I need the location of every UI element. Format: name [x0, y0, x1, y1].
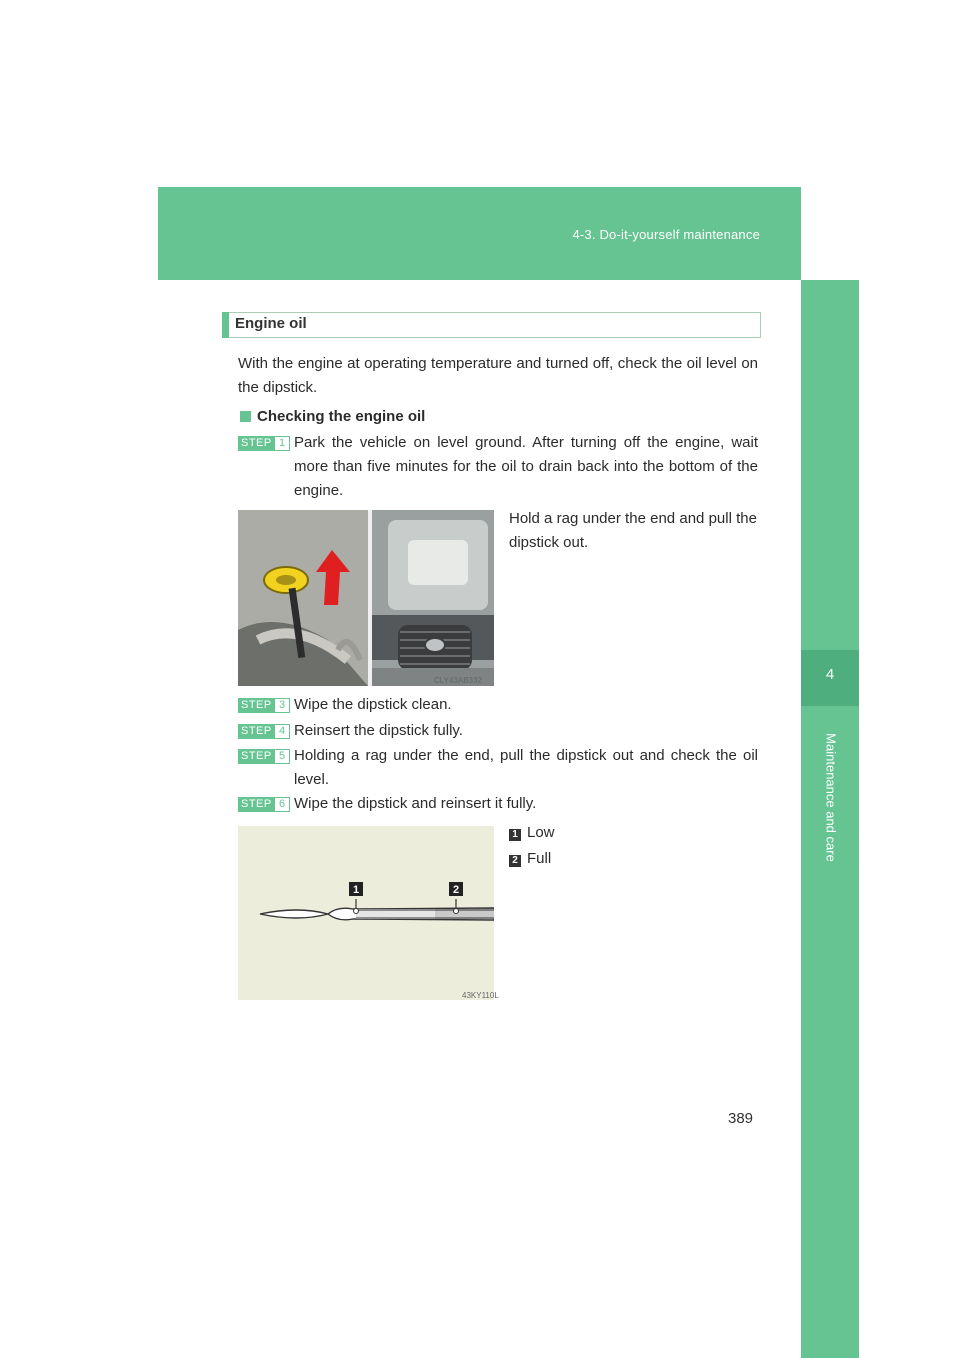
engine-bay-illustration — [238, 510, 494, 686]
step-word: STEP — [241, 699, 272, 711]
step-number: 1 — [275, 437, 289, 450]
figure-code-2: 43KY110L — [462, 991, 499, 1000]
step-text-5: Holding a rag under the end, pull the dipstick out and check the oil level. — [294, 747, 758, 788]
legend-number: 1 — [509, 829, 521, 841]
square-bullet-icon — [240, 411, 251, 422]
step-badge-3 — [238, 698, 290, 713]
legend-item-low — [509, 824, 555, 841]
page-number: 389 — [728, 1110, 754, 1127]
legend-number: 2 — [509, 855, 521, 867]
step-badge-1 — [238, 436, 290, 451]
marker-full: 2 — [452, 884, 460, 896]
legend-label: Low — [527, 824, 555, 841]
chapter-label: Maintenance and care — [823, 733, 839, 862]
step-text-2: Hold a rag under the end and pull the dipstick out. — [509, 510, 757, 551]
step-number: 3 — [275, 699, 289, 712]
dipstick-illustration — [238, 826, 494, 1000]
subsection-heading — [240, 408, 425, 425]
step-word: STEP — [241, 437, 272, 449]
subsection-title: Checking the engine oil — [257, 408, 426, 425]
section-heading-bar — [222, 312, 229, 338]
step-text-1: Park the vehicle on level ground. After turning off the engine, wait more than five minutes for the oil to drain back into the bottom of the engine. — [294, 434, 758, 499]
step-word: STEP — [241, 750, 272, 762]
intro-paragraph: With the engine at operating temperature and turned off, check the oil level on the dipstick. — [238, 355, 758, 396]
section-title: Engine oil — [235, 315, 307, 332]
step-text-4: Reinsert the dipstick fully. — [294, 722, 463, 739]
step-word: STEP — [241, 725, 272, 737]
side-tab-spacer — [801, 187, 859, 280]
dipstick-diagram — [238, 826, 494, 1000]
step-word: STEP — [241, 798, 272, 810]
step-number: 5 — [275, 750, 289, 763]
marker-low: 1 — [352, 884, 360, 896]
engine-dipstick-photo — [238, 510, 494, 686]
section-header-title: 4-3. Do-it-yourself maintenance — [572, 227, 760, 242]
step-badge-6 — [238, 797, 290, 812]
figure-code-1: CLY43AB332 — [434, 676, 482, 685]
step-text-3: Wipe the dipstick clean. — [294, 696, 452, 713]
header-band — [158, 187, 801, 280]
step-badge-5 — [238, 749, 290, 764]
step-number: 4 — [275, 725, 289, 738]
step-number: 6 — [275, 798, 289, 811]
legend-label: Full — [527, 850, 552, 867]
step-text-6: Wipe the dipstick and reinsert it fully. — [294, 795, 537, 812]
chapter-number: 4 — [825, 666, 835, 683]
legend-item-full — [509, 850, 551, 867]
step-badge-4 — [238, 724, 290, 739]
